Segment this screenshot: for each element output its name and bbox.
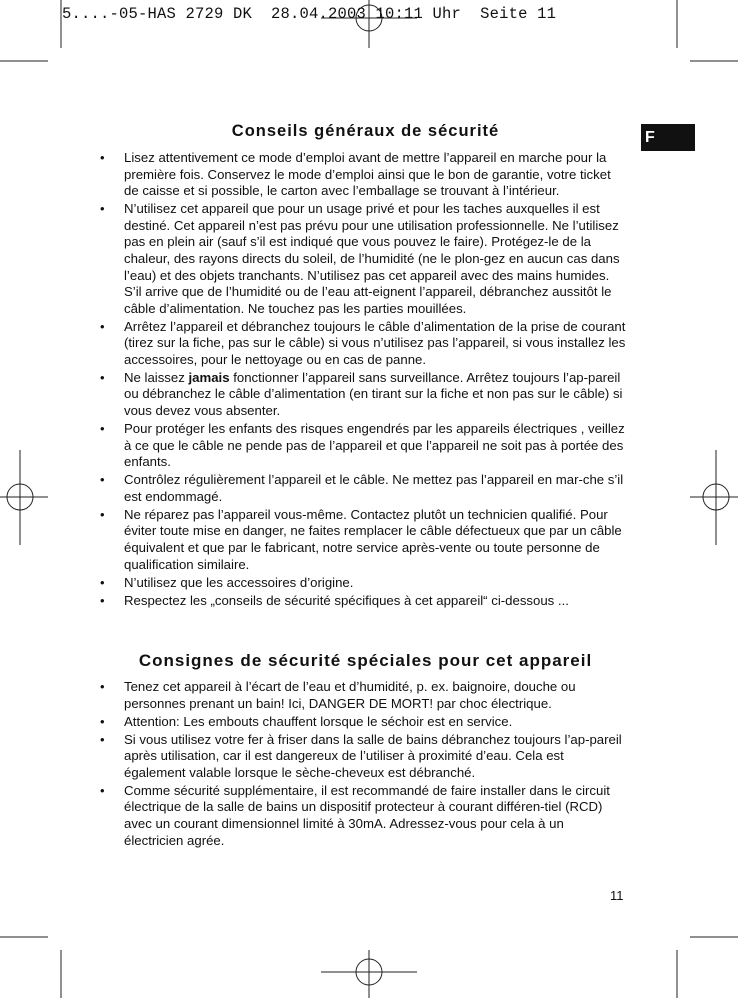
bullet-icon: • [100, 201, 105, 217]
list-item-text: N’utilisez que les accessoires d’origine. [124, 574, 354, 590]
registration-target-bottom [321, 950, 417, 998]
bullet-icon: • [100, 150, 105, 165]
registration-target-left [0, 450, 48, 545]
bullet-icon: • [100, 421, 105, 437]
bullet-icon: • [100, 318, 105, 334]
bullet-icon: • [100, 369, 105, 385]
list-item [94, 319, 626, 369]
list-item [94, 421, 626, 471]
language-tab: F [641, 124, 695, 151]
bullet-icon: • [100, 731, 105, 747]
list-item [94, 575, 626, 592]
list-item [94, 679, 626, 712]
print-slug-header: 5....-05-HAS 2729 DK 28.04.2003 10:11 Uhr Seite 11 [62, 5, 557, 23]
bullet-icon: • [100, 679, 105, 694]
list-item-text: Arrêtez l’appareil et débranchez toujours le câble d’alimentation de la prise de courant (tirez sur la fiche, pas sur le câble) si vous n’utilisez pas l’appareil, si vous installez les accessoires, pour le nettoyage ou en cas de panne. [124, 318, 626, 367]
list-item [94, 593, 626, 610]
list-item-text: Contrôlez régulièrement l’appareil et le câble. Ne mettez pas l’appareil en mar-che s’il est endommagé. [124, 472, 624, 504]
section-title-general-safety: Conseils généraux de sécurité [231, 122, 500, 140]
list-item [94, 714, 626, 731]
list-item-text-start: Ne laissez [124, 369, 189, 385]
section-title-special-safety: Consignes de sécurité spéciales pour cet appareil [138, 651, 593, 670]
list-item [94, 370, 626, 420]
list-item [94, 472, 626, 505]
special-safety-list [94, 679, 626, 851]
bullet-icon: • [100, 713, 105, 729]
bullet-icon: • [100, 782, 105, 798]
list-item [94, 732, 626, 782]
list-item-text: Lisez attentivement ce mode d’emploi avant de mettre l’appareil en marche pour la première fois. Conservez le mode d’emploi ainsi que le bon de garantie, votre ticket de caisse et si possible, le carton avec l’emballage se trouvant à l’intérieur. [124, 150, 611, 199]
list-item-text: N’utilisez cet appareil que pour un usage privé et pour les taches auxquelles il est destiné. Cet appareil n’est pas prévu pour une utilisation professionnelle. Ne l’utilisez pas en plein air (sauf s’il est indiqué que vous pouvez le faire). Protégez-le de la chaleur, des rayons directs du soleil, de l’humidité (ne le plon-gez en aucun cas dans l’eau) et des objets tranchants. N’utilisez pas cet appareil avec des mains humides. S’il arrive que de l’humidité ou de l’eau att-eignent l’appareil, débranchez aussitôt le câble d’alimentation. Ne touchez pas les parties mouillées. [124, 201, 620, 316]
list-item [94, 150, 626, 200]
list-item-text: Ne réparez pas l’appareil vous-même. Contactez plutôt un technicien qualifié. Pour éviter toute mise en danger, ne faites remplacer le câble défectueux que par un câble équivalent et que par le fabricant, notre service après-vente ou toute personne de qualification similaire. [124, 506, 622, 572]
list-item-text: Respectez les „conseils de sécurité spécifiques à cet appareil“ ci-dessous ... [124, 592, 569, 608]
list-item-text: Comme sécurité supplémentaire, il est recommandé de faire installer dans le circuit électrique de la salle de bains un dispositif protecteur à courant différen-tiel (RCD) avec un courant dimensionnel limité à 30mA. Adressez-vous pour cela à un électricien agrée. [124, 782, 610, 848]
list-item [94, 201, 626, 317]
list-item-text: Pour protéger les enfants des risques engendrés par les appareils électriques , veillez à ce que le câble ne pende pas de l’appareil et que l’appareil ne soit pas à portée des enfants. [124, 421, 625, 470]
list-item-text: Si vous utilisez votre fer à friser dans la salle de bains débranchez toujours l’ap-pareil après utilisation, car il est dangereux de l’utiliser à proximité d’eau. Cela est également valable lorsque le sèche-cheveux est débranché. [124, 731, 622, 780]
list-item [94, 783, 626, 849]
bullet-icon: • [100, 506, 105, 522]
list-item [94, 507, 626, 573]
list-item-text: Tenez cet appareil à l’écart de l’eau et d’humidité, p. ex. baignoire, douche ou personnes prenant un bain! Ici, DANGER DE MORT! par choc électrique. [124, 679, 576, 711]
list-item-text-end: fonctionner l’appareil sans surveillance. Arrêtez toujours l’ap-pareil ou débranchez le câble d’alimentation (en tirant sur la fiche et non pas sur le câble) si vous devez vous absenter. [124, 369, 623, 419]
emphasis-never: jamais [188, 369, 230, 385]
bullet-icon: • [100, 574, 105, 590]
bullet-icon: • [100, 472, 105, 488]
general-safety-list [94, 150, 626, 611]
list-item-text: Attention: Les embouts chauffent lorsque le séchoir est en service. [124, 713, 513, 729]
page-number: 11 [610, 888, 624, 903]
bullet-icon: • [100, 592, 105, 608]
registration-target-right [690, 450, 738, 545]
